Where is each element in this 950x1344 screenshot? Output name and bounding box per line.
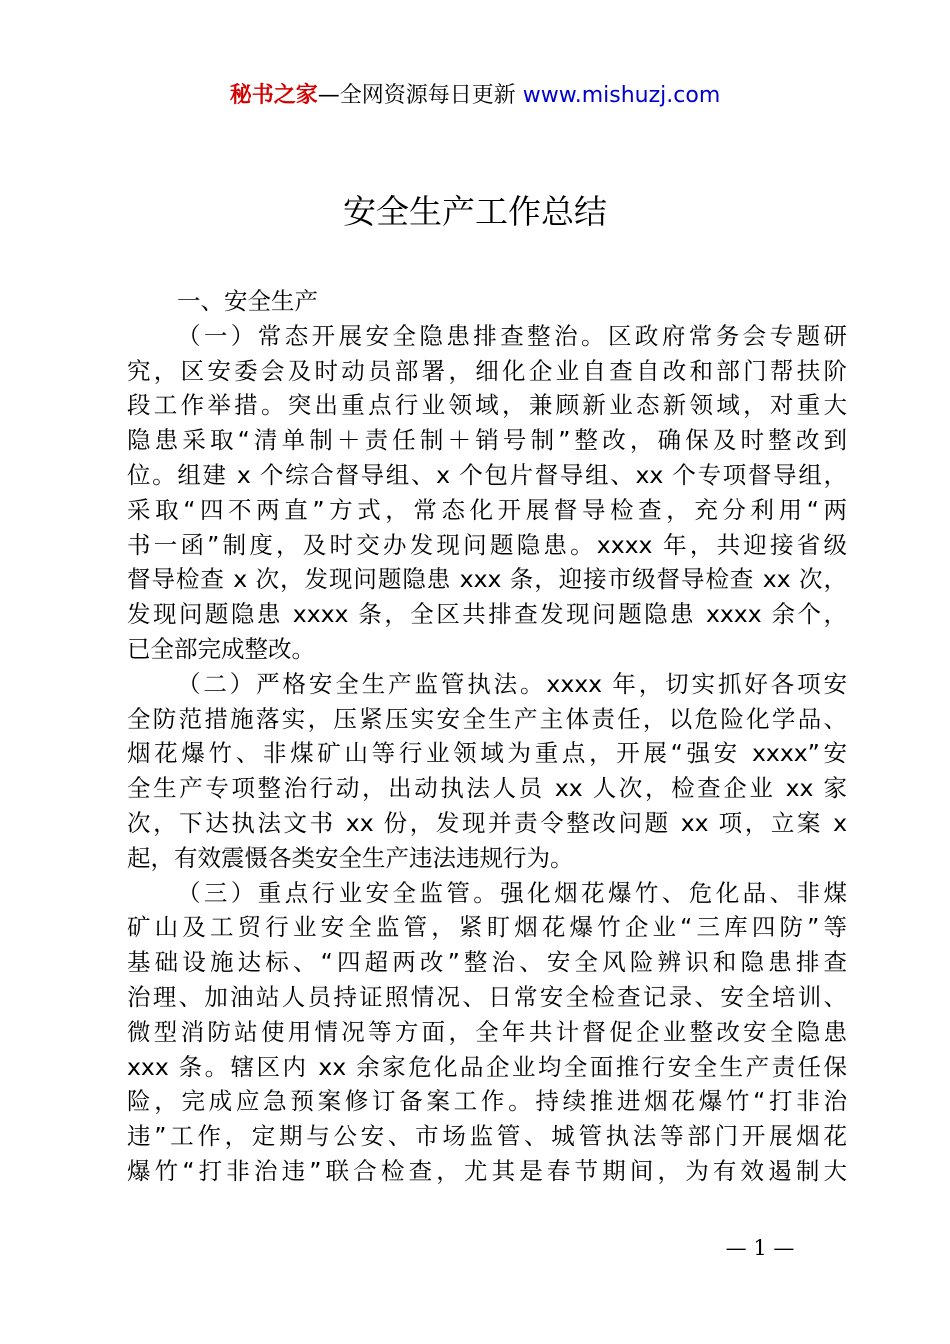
paragraph-line: 险，完成应急预案修订备案工作。持续推进烟花爆竹“打非治 — [127, 1087, 847, 1116]
paragraph-line: 全防范措施落实，压紧压实安全生产主体责任，以危险化学品、 — [127, 704, 847, 733]
paragraph-line: （二）严格安全生产监管执法。xxxx 年，切实抓好各项安 — [177, 669, 847, 698]
paragraph-line: 书一函”制度，及时交办发现问题隐患。xxxx 年，共迎接省级 — [127, 530, 847, 559]
document-title: 安全生产工作总结 — [343, 192, 607, 231]
paragraph-line: 次，下达执法文书 xx 份，发现并责令整改问题 xx 项，立案 x — [127, 808, 847, 837]
paragraph-line: 位。组建 x 个综合督导组、x 个包片督导组、xx 个专项督导组， — [127, 460, 847, 489]
paragraph-line: 段工作举措。突出重点行业领域，兼顾新业态新领域，对重大 — [127, 391, 847, 420]
paragraph-line: 已全部完成整改。 — [127, 634, 315, 663]
site-header — [0, 82, 950, 110]
paragraph-line: 违”工作，定期与公安、市场监管、城管执法等部门开展烟花 — [127, 1122, 847, 1151]
paragraph-line: 烟花爆竹、非煤矿山等行业领域为重点，开展“强安 xxxx”安 — [127, 739, 847, 768]
paragraph-line: 究，区安委会及时动员部署，细化企业自查自改和部门帮扶阶 — [127, 356, 847, 385]
paragraph-line: 治理、加油站人员持证照情况、日常安全检查记录、安全培训、 — [127, 982, 847, 1011]
paragraph-line: 隐患采取“清单制＋责任制＋销号制”整改，确保及时整改到 — [127, 426, 847, 455]
site-url-link[interactable]: www.mishuzj.com — [522, 83, 721, 108]
section-heading: 一、安全生产 — [177, 287, 318, 315]
paragraph-line: 采取“四不两直”方式，常态化开展督导检查，充分利用“两 — [127, 495, 847, 524]
paragraph-line: （三）重点行业安全监管。强化烟花爆竹、危化品、非煤 — [177, 878, 847, 907]
paragraph-line: 发现问题隐患 xxxx 条，全区共排查发现问题隐患 xxxx 余个， — [127, 600, 847, 629]
page-number-text: — 1 — — [725, 1236, 795, 1260]
page-number — [0, 1234, 950, 1262]
paragraph-line: （一）常态开展安全隐患排查整治。区政府常务会专题研 — [177, 321, 847, 350]
paragraph-line: 基础设施达标、“四超两改”整治、安全风险辨识和隐患排查 — [127, 948, 847, 977]
paragraph-line: 起，有效震慑各类安全生产违法违规行为。 — [127, 843, 574, 872]
site-brand: 秘书之家 — [229, 83, 318, 108]
paragraph-line: 全生产专项整治行动，出动执法人员 xx 人次，检查企业 xx 家 — [127, 774, 847, 803]
paragraph-line: xxx 条。辖区内 xx 余家危化品企业均全面推行安全生产责任保 — [127, 1052, 847, 1081]
paragraph-line: 督导检查 x 次，发现问题隐患 xxx 条，迎接市级督导检查 xx 次， — [127, 565, 847, 594]
paragraph-line: 矿山及工贸行业安全监管，紧盯烟花爆竹企业“三库四防”等 — [127, 913, 847, 942]
document-body — [127, 284, 847, 1189]
paragraph-line: 微型消防站使用情况等方面，全年共计督促企业整改安全隐患 — [127, 1017, 847, 1046]
paragraph-line: 爆竹“打非治违”联合检查，尤其是春节期间，为有效遏制大 — [127, 1156, 847, 1185]
site-tagline: —全网资源每日更新 — [317, 83, 523, 108]
